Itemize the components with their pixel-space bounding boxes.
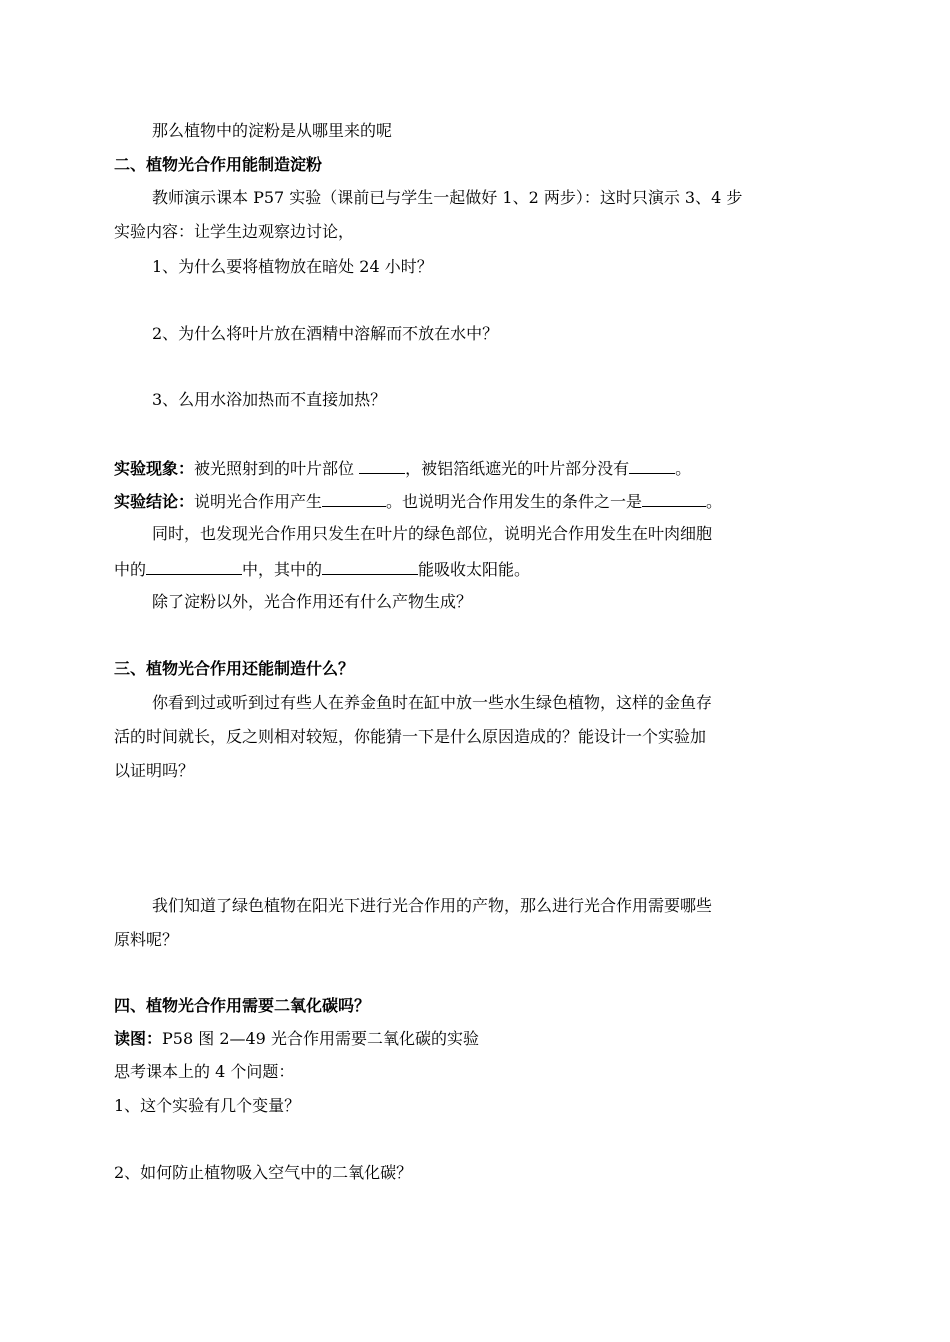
- read-figure: [114, 1029, 479, 1049]
- paragraph-think: 思考课本上的 4 个问题：: [114, 1062, 295, 1081]
- experiment-conclusion: [114, 490, 722, 512]
- paragraph-fish-line1: 你看到过或听到过有些人在养金鱼时在缸中放一些水生绿色植物，这样的金鱼存: [152, 693, 713, 712]
- question-2: 2、为什么将叶片放在酒精中溶解而不放在水中？: [152, 324, 499, 343]
- section-heading-4: 四、植物光合作用需要二氧化碳吗？: [114, 996, 371, 1015]
- question-4-2: 2、如何防止植物吸入空气中的二氧化碳？: [114, 1163, 413, 1182]
- paragraph-fish-line2: 活的时间就长，反之则相对较短，你能猜一下是什么原因造成的？能设计一个实验加: [114, 727, 707, 746]
- phenomenon-text-c: 。: [675, 459, 692, 478]
- paragraph-demo-line2: 实验内容：让学生边观察边讨论，: [114, 222, 355, 241]
- paragraph-green-line1: 同时，也发现光合作用只发生在叶片的绿色部位，说明光合作用发生在叶肉细胞: [152, 524, 713, 543]
- green-text-b: 中，其中的: [242, 560, 323, 579]
- fill-blank: [629, 457, 675, 474]
- paragraph-fish-line3: 以证明吗？: [114, 761, 195, 780]
- conclusion-label: 实验结论：: [114, 492, 195, 511]
- paragraph-intro: 那么植物中的淀粉是从哪里来的呢: [152, 121, 393, 140]
- fill-blank: [359, 457, 405, 474]
- section-heading-3: 三、植物光合作用还能制造什么？: [114, 659, 355, 678]
- phenomenon-text-a: 被光照射到的叶片部位: [194, 459, 360, 478]
- fill-blank: [642, 490, 706, 507]
- experiment-phenomenon: [114, 457, 691, 479]
- section-heading-2: 二、植物光合作用能制造淀粉: [114, 155, 323, 174]
- read-label: 读图：: [114, 1029, 163, 1048]
- fill-blank: [322, 490, 386, 507]
- paragraph-other-products: 除了淀粉以外，光合作用还有什么产物生成？: [152, 592, 473, 611]
- conclusion-text-a: 说明光合作用产生: [194, 492, 323, 511]
- phenomenon-text-b: ，被铝箔纸遮光的叶片部分没有: [405, 459, 630, 478]
- question-1: 1、为什么要将植物放在暗处 24 小时？: [152, 257, 433, 276]
- paragraph-demo-line1: 教师演示课本 P57 实验（课前已与学生一起做好 1、2 两步）：这时只演示 3、4 步: [152, 188, 743, 207]
- paragraph-know-line2: 原料呢？: [114, 930, 179, 949]
- question-3: 3、么用水浴加热而不直接加热？: [152, 390, 387, 409]
- fill-blank: [146, 558, 242, 575]
- green-text-c: 能吸收太阳能。: [418, 560, 531, 579]
- read-text: P58 图 2—49 光合作用需要二氧化碳的实验: [162, 1029, 479, 1048]
- conclusion-text-b: 。也说明光合作用发生的条件之一是: [386, 492, 643, 511]
- green-text-a: 中的: [114, 560, 147, 579]
- question-4-1: 1、这个实验有几个变量？: [114, 1096, 301, 1115]
- paragraph-know-line1: 我们知道了绿色植物在阳光下进行光合作用的产物，那么进行光合作用需要哪些: [152, 896, 713, 915]
- conclusion-text-c: 。: [706, 492, 723, 511]
- paragraph-green-line2: [114, 558, 530, 580]
- phenomenon-label: 实验现象：: [114, 459, 195, 478]
- fill-blank: [322, 558, 418, 575]
